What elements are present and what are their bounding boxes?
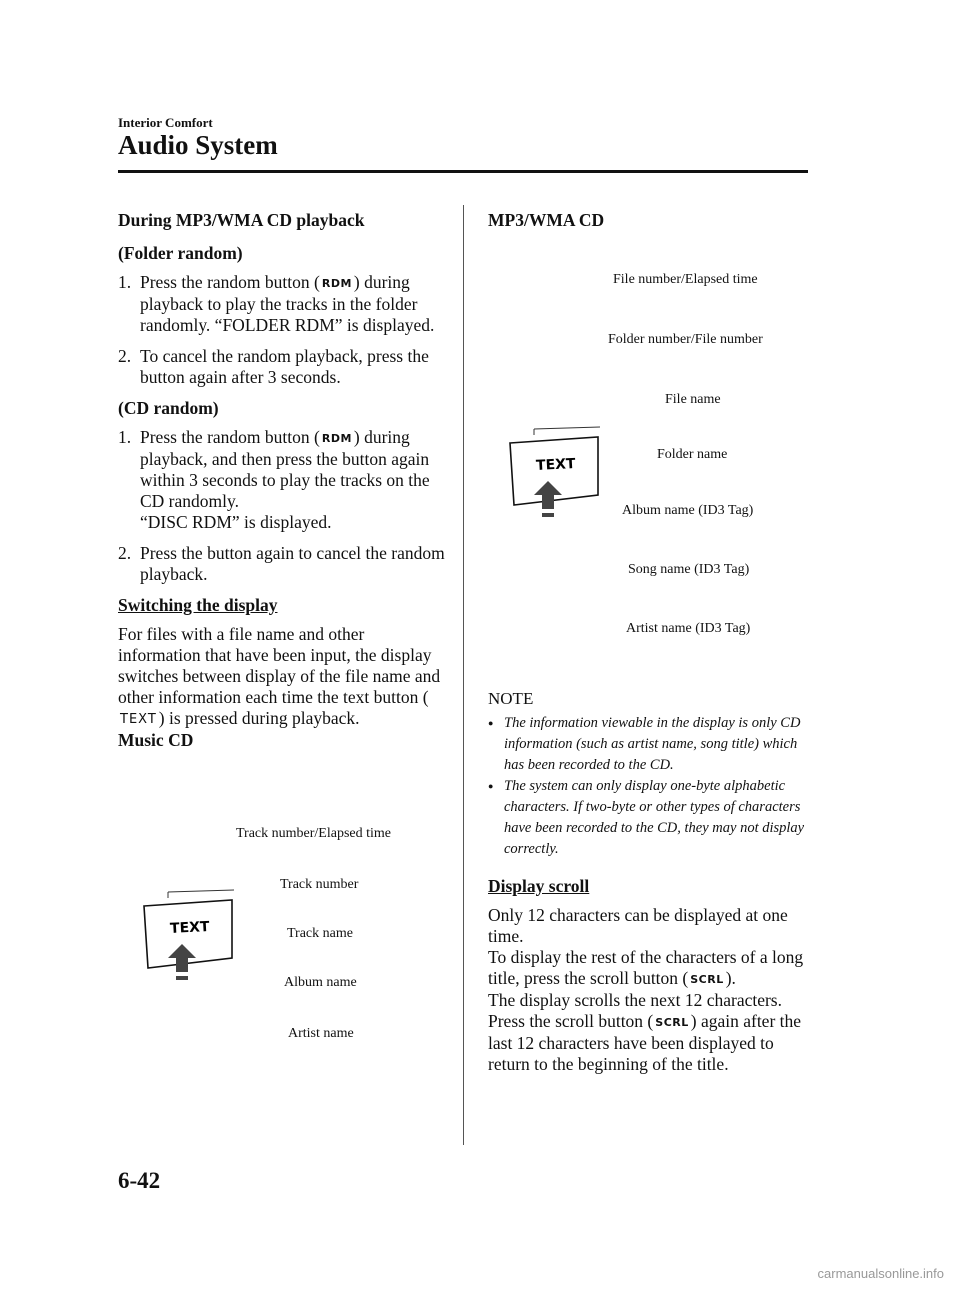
rdm-button-icon: RDM bbox=[321, 277, 352, 290]
music-cd-text-button-diagram bbox=[138, 888, 238, 1018]
mp3-label-5: Song name (ID3 Tag) bbox=[628, 562, 750, 577]
switching-display-heading: Switching the display bbox=[118, 595, 278, 615]
note-item: ● The information viewable in the display is only CD information (such as artist name, song title) which has been recorded to the CD. bbox=[488, 715, 801, 773]
music-cd-label-0: Track number/Elapsed time bbox=[236, 826, 392, 841]
list-item: 1. Press the random button ( RDM ) during playback to play the tracks in the folder randomly. “FOLDER RDM” is displayed. bbox=[118, 272, 435, 335]
title-rule bbox=[118, 170, 808, 173]
note-title: NOTE bbox=[488, 689, 534, 708]
left-column bbox=[118, 210, 448, 751]
mp3-playback-heading: During MP3/WMA CD playback bbox=[118, 210, 365, 230]
note-list bbox=[488, 713, 813, 860]
mp3-label-0: File number/Elapsed time bbox=[613, 272, 758, 287]
switching-paragraph: For files with a file name and other information that have been input, the display switches between display of the file name and other information each time the text button (TEXT ) is pressed during playback. bbox=[118, 624, 441, 728]
cd-random-steps bbox=[118, 427, 448, 585]
music-cd-label-4: Artist name bbox=[288, 1026, 354, 1041]
page-number: 6-42 bbox=[118, 1168, 161, 1193]
list-item: 2. To cancel the random playback, press the button again after 3 seconds. bbox=[118, 346, 429, 387]
diagram-line bbox=[534, 427, 600, 429]
rdm-button-icon: RDM bbox=[321, 432, 352, 445]
column-divider bbox=[463, 205, 464, 1145]
cd-random-heading: (CD random) bbox=[118, 398, 219, 418]
music-cd-heading: Music CD bbox=[118, 730, 194, 750]
display-scroll-paragraph: Only 12 characters can be displayed at one time. To display the rest of the characters of a long title, press the scroll button ( SCRL ). The display scrolls the next 12 characters. Press the scroll button ( SCRL ) again after the last 12 characters have been displayed to return to the beginning of the title. bbox=[488, 905, 804, 1074]
page-title: Audio System bbox=[118, 130, 278, 160]
watermark: carmanualsonline.info bbox=[817, 1266, 944, 1281]
bullet-icon: ● bbox=[488, 718, 494, 728]
text-button-label: TEXT bbox=[535, 455, 576, 475]
right-column-heading-block bbox=[488, 210, 813, 250]
note-item: ● The system can only display one-byte alphabetic characters. If two-byte or other types of characters have been recorded to the CD, they may not display correctly. bbox=[488, 778, 805, 857]
folder-random-heading: (Folder random) bbox=[118, 243, 243, 263]
music-cd-label-2: Track name bbox=[287, 926, 353, 941]
display-scroll-heading: Display scroll bbox=[488, 876, 590, 896]
mp3-label-3: Folder name bbox=[657, 447, 728, 462]
scrl-button-icon: SCRL bbox=[690, 973, 724, 986]
mp3-text-button-diagram bbox=[504, 425, 604, 555]
music-cd-label-3: Album name bbox=[284, 975, 357, 990]
press-arrow-base bbox=[176, 976, 188, 980]
mp3-label-4: Album name (ID3 Tag) bbox=[622, 503, 754, 518]
text-button-icon: TEXT bbox=[120, 712, 157, 727]
right-column-lower bbox=[488, 688, 813, 1075]
section-label: Interior Comfort bbox=[118, 115, 213, 130]
press-arrow-base bbox=[542, 513, 554, 517]
diagram-line bbox=[168, 890, 234, 892]
scrl-button-icon: SCRL bbox=[655, 1016, 689, 1029]
text-button-label: TEXT bbox=[169, 918, 210, 938]
bullet-icon: ● bbox=[488, 781, 494, 791]
mp3-wma-cd-heading: MP3/WMA CD bbox=[488, 210, 605, 230]
list-item: 2. Press the button again to cancel the random playback. bbox=[118, 543, 445, 584]
mp3-label-1: Folder number/File number bbox=[608, 332, 763, 347]
mp3-label-2: File name bbox=[665, 392, 721, 407]
mp3-label-6: Artist name (ID3 Tag) bbox=[626, 621, 751, 636]
list-item: 1. Press the random button ( RDM ) during playback, and then press the button again within 3 seconds to play the tracks on the CD randomly. “DISC RDM” is displayed. bbox=[118, 427, 430, 532]
music-cd-label-1: Track number bbox=[280, 877, 359, 892]
folder-random-steps bbox=[118, 272, 448, 388]
